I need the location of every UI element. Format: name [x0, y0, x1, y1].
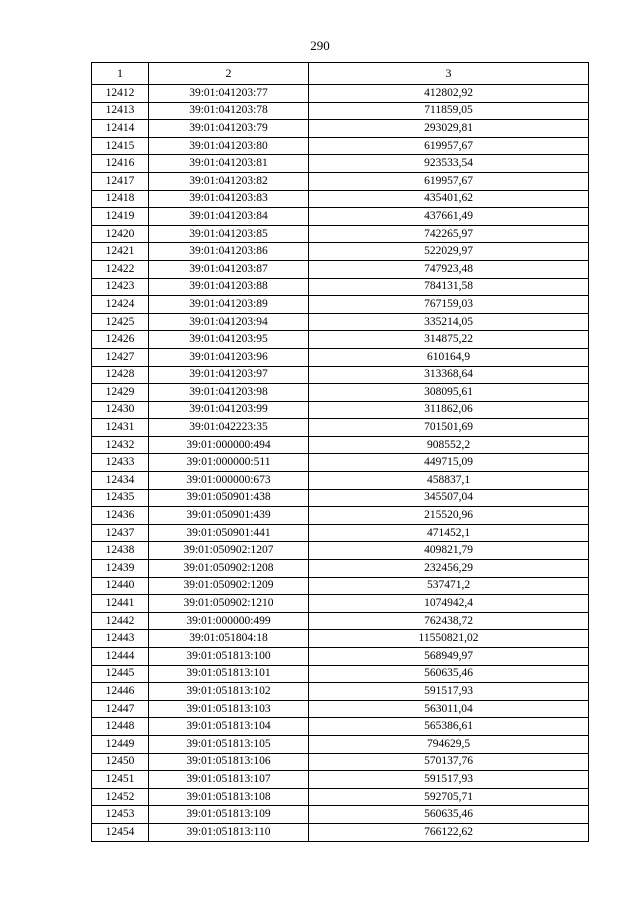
table-row: [92, 401, 589, 419]
row-number-cell: 12426: [92, 331, 149, 349]
cadastral-id-cell: 39:01:051813:106: [149, 753, 309, 771]
row-number-cell: 12448: [92, 718, 149, 736]
cadastral-id-cell: 39:01:050902:1209: [149, 577, 309, 595]
cadastral-id-cell: 39:01:051813:110: [149, 823, 309, 841]
value-cell: 591517,93: [309, 771, 589, 789]
row-number-cell: 12417: [92, 172, 149, 190]
value-cell: 1074942,4: [309, 595, 589, 613]
value-cell: 762438,72: [309, 612, 589, 630]
table-header-row: [92, 63, 589, 85]
cadastral-id-cell: 39:01:041203:94: [149, 313, 309, 331]
value-cell: 747923,48: [309, 260, 589, 278]
cadastral-id-cell: 39:01:051813:103: [149, 700, 309, 718]
value-cell: 522029,97: [309, 243, 589, 261]
table-row: [92, 788, 589, 806]
row-number-cell: 12435: [92, 489, 149, 507]
value-cell: 767159,03: [309, 296, 589, 314]
value-cell: 711859,05: [309, 102, 589, 120]
table-row: [92, 419, 589, 437]
value-cell: 591517,93: [309, 683, 589, 701]
value-cell: 908552,2: [309, 436, 589, 454]
table-row: [92, 454, 589, 472]
cadastral-id-cell: 39:01:041203:95: [149, 331, 309, 349]
row-number-cell: 12453: [92, 806, 149, 824]
cadastral-id-cell: 39:01:050902:1208: [149, 560, 309, 578]
row-number-cell: 12432: [92, 436, 149, 454]
value-cell: 215520,96: [309, 507, 589, 525]
table-row: [92, 296, 589, 314]
column-header-value: 3: [309, 63, 589, 85]
row-number-cell: 12429: [92, 384, 149, 402]
cadastral-id-cell: 39:01:041203:88: [149, 278, 309, 296]
value-cell: 471452,1: [309, 524, 589, 542]
value-cell: 232456,29: [309, 560, 589, 578]
row-number-cell: 12420: [92, 225, 149, 243]
table-row: [92, 700, 589, 718]
value-cell: 560635,46: [309, 806, 589, 824]
table-row: [92, 665, 589, 683]
column-header-number: 1: [92, 63, 149, 85]
row-number-cell: 12427: [92, 348, 149, 366]
cadastral-id-cell: 39:01:050901:438: [149, 489, 309, 507]
table-row: [92, 313, 589, 331]
cadastral-id-cell: 39:01:050902:1210: [149, 595, 309, 613]
cadastral-id-cell: 39:01:051813:104: [149, 718, 309, 736]
cadastral-id-cell: 39:01:000000:494: [149, 436, 309, 454]
cadastral-id-cell: 39:01:051813:101: [149, 665, 309, 683]
value-cell: 311862,06: [309, 401, 589, 419]
row-number-cell: 12454: [92, 823, 149, 841]
value-cell: 449715,09: [309, 454, 589, 472]
table-row: [92, 735, 589, 753]
value-cell: 537471,2: [309, 577, 589, 595]
table-row: [92, 208, 589, 226]
row-number-cell: 12441: [92, 595, 149, 613]
table-row: [92, 85, 589, 103]
table-row: [92, 331, 589, 349]
value-cell: 335214,05: [309, 313, 589, 331]
cadastral-id-cell: 39:01:050901:439: [149, 507, 309, 525]
table-row: [92, 436, 589, 454]
table-row: [92, 560, 589, 578]
value-cell: 766122,62: [309, 823, 589, 841]
row-number-cell: 12443: [92, 630, 149, 648]
table-row: [92, 384, 589, 402]
table-row: [92, 137, 589, 155]
value-cell: 560635,46: [309, 665, 589, 683]
row-number-cell: 12421: [92, 243, 149, 261]
cadastral-id-cell: 39:01:051813:102: [149, 683, 309, 701]
cadastral-id-cell: 39:01:051813:108: [149, 788, 309, 806]
table-row: [92, 278, 589, 296]
row-number-cell: 12438: [92, 542, 149, 560]
cadastral-table: [91, 62, 589, 842]
value-cell: 11550821,02: [309, 630, 589, 648]
row-number-cell: 12425: [92, 313, 149, 331]
value-cell: 293029,81: [309, 120, 589, 138]
row-number-cell: 12418: [92, 190, 149, 208]
row-number-cell: 12447: [92, 700, 149, 718]
value-cell: 345507,04: [309, 489, 589, 507]
row-number-cell: 12439: [92, 560, 149, 578]
value-cell: 619957,67: [309, 137, 589, 155]
table-row: [92, 648, 589, 666]
cadastral-id-cell: 39:01:051804:18: [149, 630, 309, 648]
cadastral-id-cell: 39:01:041203:87: [149, 260, 309, 278]
row-number-cell: 12434: [92, 472, 149, 490]
cadastral-id-cell: 39:01:041203:86: [149, 243, 309, 261]
value-cell: 308095,61: [309, 384, 589, 402]
value-cell: 619957,67: [309, 172, 589, 190]
value-cell: 565386,61: [309, 718, 589, 736]
table-row: [92, 507, 589, 525]
value-cell: 794629,5: [309, 735, 589, 753]
cadastral-id-cell: 39:01:041203:98: [149, 384, 309, 402]
row-number-cell: 12440: [92, 577, 149, 595]
table-body: [92, 85, 589, 842]
value-cell: 314875,22: [309, 331, 589, 349]
cadastral-id-cell: 39:01:042223:35: [149, 419, 309, 437]
value-cell: 570137,76: [309, 753, 589, 771]
table-row: [92, 718, 589, 736]
table-row: [92, 683, 589, 701]
cadastral-id-cell: 39:01:041203:96: [149, 348, 309, 366]
column-header-cadastral-id: 2: [149, 63, 309, 85]
cadastral-id-cell: 39:01:041203:83: [149, 190, 309, 208]
table-row: [92, 577, 589, 595]
table-row: [92, 102, 589, 120]
table-row: [92, 243, 589, 261]
value-cell: 409821,79: [309, 542, 589, 560]
cadastral-id-cell: 39:01:051813:109: [149, 806, 309, 824]
row-number-cell: 12422: [92, 260, 149, 278]
row-number-cell: 12437: [92, 524, 149, 542]
row-number-cell: 12414: [92, 120, 149, 138]
cadastral-id-cell: 39:01:000000:511: [149, 454, 309, 472]
page-number: 290: [310, 38, 330, 53]
value-cell: 742265,97: [309, 225, 589, 243]
table-row: [92, 823, 589, 841]
value-cell: 701501,69: [309, 419, 589, 437]
row-number-cell: 12416: [92, 155, 149, 173]
cadastral-id-cell: 39:01:051813:107: [149, 771, 309, 789]
row-number-cell: 12450: [92, 753, 149, 771]
row-number-cell: 12433: [92, 454, 149, 472]
row-number-cell: 12442: [92, 612, 149, 630]
cadastral-id-cell: 39:01:041203:79: [149, 120, 309, 138]
cadastral-id-cell: 39:01:041203:81: [149, 155, 309, 173]
row-number-cell: 12412: [92, 85, 149, 103]
cadastral-id-cell: 39:01:041203:80: [149, 137, 309, 155]
row-number-cell: 12452: [92, 788, 149, 806]
table-row: [92, 366, 589, 384]
value-cell: 568949,97: [309, 648, 589, 666]
cadastral-id-cell: 39:01:041203:77: [149, 85, 309, 103]
value-cell: 458837,1: [309, 472, 589, 490]
row-number-cell: 12430: [92, 401, 149, 419]
row-number-cell: 12451: [92, 771, 149, 789]
row-number-cell: 12449: [92, 735, 149, 753]
row-number-cell: 12446: [92, 683, 149, 701]
value-cell: 437661,49: [309, 208, 589, 226]
table-row: [92, 260, 589, 278]
table-row: [92, 524, 589, 542]
cadastral-id-cell: 39:01:000000:673: [149, 472, 309, 490]
table-row: [92, 630, 589, 648]
cadastral-id-cell: 39:01:041203:97: [149, 366, 309, 384]
row-number-cell: 12428: [92, 366, 149, 384]
cadastral-id-cell: 39:01:051813:105: [149, 735, 309, 753]
table-row: [92, 348, 589, 366]
value-cell: 435401,62: [309, 190, 589, 208]
value-cell: 610164,9: [309, 348, 589, 366]
cadastral-id-cell: 39:01:051813:100: [149, 648, 309, 666]
value-cell: 923533,54: [309, 155, 589, 173]
cadastral-id-cell: 39:01:041203:85: [149, 225, 309, 243]
row-number-cell: 12444: [92, 648, 149, 666]
table-row: [92, 806, 589, 824]
cadastral-id-cell: 39:01:041203:89: [149, 296, 309, 314]
table-row: [92, 155, 589, 173]
row-number-cell: 12445: [92, 665, 149, 683]
table-row: [92, 190, 589, 208]
value-cell: 412802,92: [309, 85, 589, 103]
row-number-cell: 12436: [92, 507, 149, 525]
table-row: [92, 120, 589, 138]
table-row: [92, 489, 589, 507]
row-number-cell: 12415: [92, 137, 149, 155]
value-cell: 784131,58: [309, 278, 589, 296]
cadastral-id-cell: 39:01:050901:441: [149, 524, 309, 542]
table-row: [92, 225, 589, 243]
value-cell: 563011,04: [309, 700, 589, 718]
row-number-cell: 12423: [92, 278, 149, 296]
value-cell: 592705,71: [309, 788, 589, 806]
cadastral-id-cell: 39:01:000000:499: [149, 612, 309, 630]
table-row: [92, 172, 589, 190]
table-row: [92, 771, 589, 789]
row-number-cell: 12424: [92, 296, 149, 314]
row-number-cell: 12431: [92, 419, 149, 437]
cadastral-id-cell: 39:01:041203:99: [149, 401, 309, 419]
table-row: [92, 753, 589, 771]
cadastral-id-cell: 39:01:041203:84: [149, 208, 309, 226]
value-cell: 313368,64: [309, 366, 589, 384]
table-row: [92, 472, 589, 490]
table-row: [92, 595, 589, 613]
table-row: [92, 612, 589, 630]
cadastral-id-cell: 39:01:041203:78: [149, 102, 309, 120]
table-row: [92, 542, 589, 560]
row-number-cell: 12419: [92, 208, 149, 226]
cadastral-id-cell: 39:01:041203:82: [149, 172, 309, 190]
cadastral-id-cell: 39:01:050902:1207: [149, 542, 309, 560]
row-number-cell: 12413: [92, 102, 149, 120]
